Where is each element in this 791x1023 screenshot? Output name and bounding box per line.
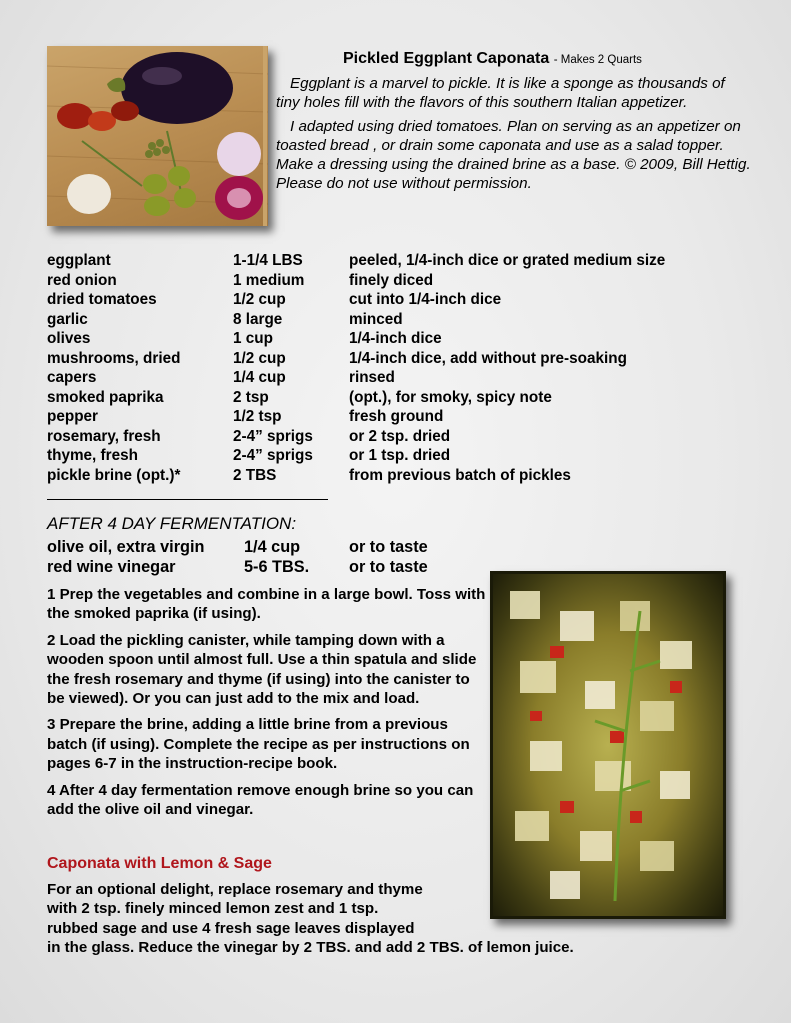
ingredient-qty: 1-1/4 LBS bbox=[233, 252, 303, 269]
step-2: 2 Load the pickling canister, while tamping down with a wooden spoon until almost full. Use a thin spatula and slide the fresh rosemary and thyme (if using) into the canister to be viewed). Or you can just add to the mix and load. bbox=[47, 631, 477, 708]
ingredient-qty: 2-4” sprigs bbox=[233, 447, 313, 464]
ingredient-note: finely diced bbox=[349, 271, 434, 289]
ingredient-name: pickle brine (opt.)* bbox=[47, 466, 181, 484]
instructions bbox=[47, 585, 487, 826]
intro-paragraph: I adapted using dried tomatoes. Plan on serving as an appetizer on toasted bread , or drain some caponata and use as a salad topper. Make a dressing using the drained brine as a base. © 2009, Bill Hettig. Please do not use without permission. bbox=[276, 118, 751, 192]
variant-line: rubbed sage and use 4 fresh sage leaves displayed bbox=[47, 919, 415, 937]
title-main: Pickled Eggplant Caponata bbox=[343, 50, 550, 67]
ingredient-qty: 1/4 cup bbox=[244, 538, 301, 556]
intro-paragraph: Eggplant is a marvel to pickle. It is like a sponge as thousands of tiny holes fill with the flavors of this southern Italian appetizer. bbox=[276, 75, 725, 111]
variant-line: For an optional delight, replace rosemary and thyme bbox=[47, 881, 423, 898]
ingredient-note: (opt.), for smoky, spicy note bbox=[349, 388, 552, 406]
ingredient-note: fresh ground bbox=[349, 408, 444, 425]
ingredient-qty: 2 tsp bbox=[233, 388, 269, 406]
ingredient-qty: 1 cup bbox=[233, 330, 273, 347]
ingredient-name: smoked paprika bbox=[47, 388, 164, 406]
ingredient-name: rosemary, fresh bbox=[47, 427, 161, 445]
ingredient-qty: 5-6 TBS. bbox=[244, 558, 310, 576]
ingredient-note: peeled, 1/4-inch dice or grated medium size bbox=[349, 252, 666, 269]
step-3: 3 Prepare the brine, adding a little brine from a previous batch (if using). Complete the recipe as per instructions on pages 6-7 in the instruction-recipe book. bbox=[47, 716, 470, 773]
ingredient-name: thyme, fresh bbox=[47, 447, 138, 464]
ingredient-note: or to taste bbox=[349, 538, 428, 556]
ingredient-name: olives bbox=[47, 330, 91, 347]
ingredient-qty: 2-4” sprigs bbox=[233, 427, 313, 445]
step-1: 1 Prep the vegetables and combine in a large bowl. Toss with the smoked paprika (if using). bbox=[47, 586, 486, 623]
caponata-jar-photo bbox=[490, 571, 726, 919]
variant-title: Caponata with Lemon & Sage bbox=[47, 855, 272, 872]
ingredient-note: 1/4-inch dice, add without pre-soaking bbox=[349, 349, 627, 367]
ingredient-name: mushrooms, dried bbox=[47, 349, 181, 367]
ingredient-name: dried tomatoes bbox=[47, 291, 157, 308]
ingredient-note: cut into 1/4-inch dice bbox=[349, 291, 502, 308]
ingredient-note: from previous batch of pickles bbox=[349, 466, 571, 484]
ingredient-name: eggplant bbox=[47, 252, 111, 269]
ingredient-qty: 1 medium bbox=[233, 271, 305, 289]
ingredient-note: 1/4-inch dice bbox=[349, 330, 442, 347]
variant-line: in the glass. Reduce the vinegar by 2 TBS. and add 2 TBS. of lemon juice. bbox=[47, 939, 574, 957]
ingredient-qty: 1/4 cup bbox=[233, 369, 286, 386]
ingredient-name: red wine vinegar bbox=[47, 558, 176, 576]
ingredient-note: or to taste bbox=[349, 558, 428, 576]
ingredient-name: pepper bbox=[47, 408, 98, 425]
ingredient-name: red onion bbox=[47, 271, 117, 289]
ingredient-qty: 1/2 cup bbox=[233, 291, 286, 308]
ingredient-note: rinsed bbox=[349, 369, 395, 386]
section-divider bbox=[47, 499, 328, 500]
ingredient-qty: 2 TBS bbox=[233, 466, 277, 484]
ingredient-name: olive oil, extra virgin bbox=[47, 538, 205, 556]
recipe-title bbox=[343, 50, 642, 68]
ingredient-note: or 1 tsp. dried bbox=[349, 447, 451, 464]
variant-text bbox=[47, 880, 647, 958]
after-fermentation-heading: AFTER 4 DAY FERMENTATION: bbox=[47, 514, 297, 533]
ingredients-photo bbox=[47, 46, 268, 226]
step-4: 4 After 4 day fermentation remove enough brine so you can add the olive oil and vinegar. bbox=[47, 781, 474, 819]
ingredient-name: capers bbox=[47, 369, 97, 386]
variant-line: with 2 tsp. finely minced lemon zest and 1 tsp. bbox=[47, 900, 379, 918]
ingredient-name: garlic bbox=[47, 310, 88, 328]
yield-note: - Makes 2 Quarts bbox=[553, 54, 642, 66]
ingredient-note: minced bbox=[349, 310, 403, 328]
intro-text bbox=[276, 74, 752, 198]
ingredient-qty: 1/2 tsp bbox=[233, 408, 282, 425]
ingredient-qty: 8 large bbox=[233, 310, 283, 328]
ingredient-note: or 2 tsp. dried bbox=[349, 427, 451, 445]
ingredient-qty: 1/2 cup bbox=[233, 349, 286, 367]
